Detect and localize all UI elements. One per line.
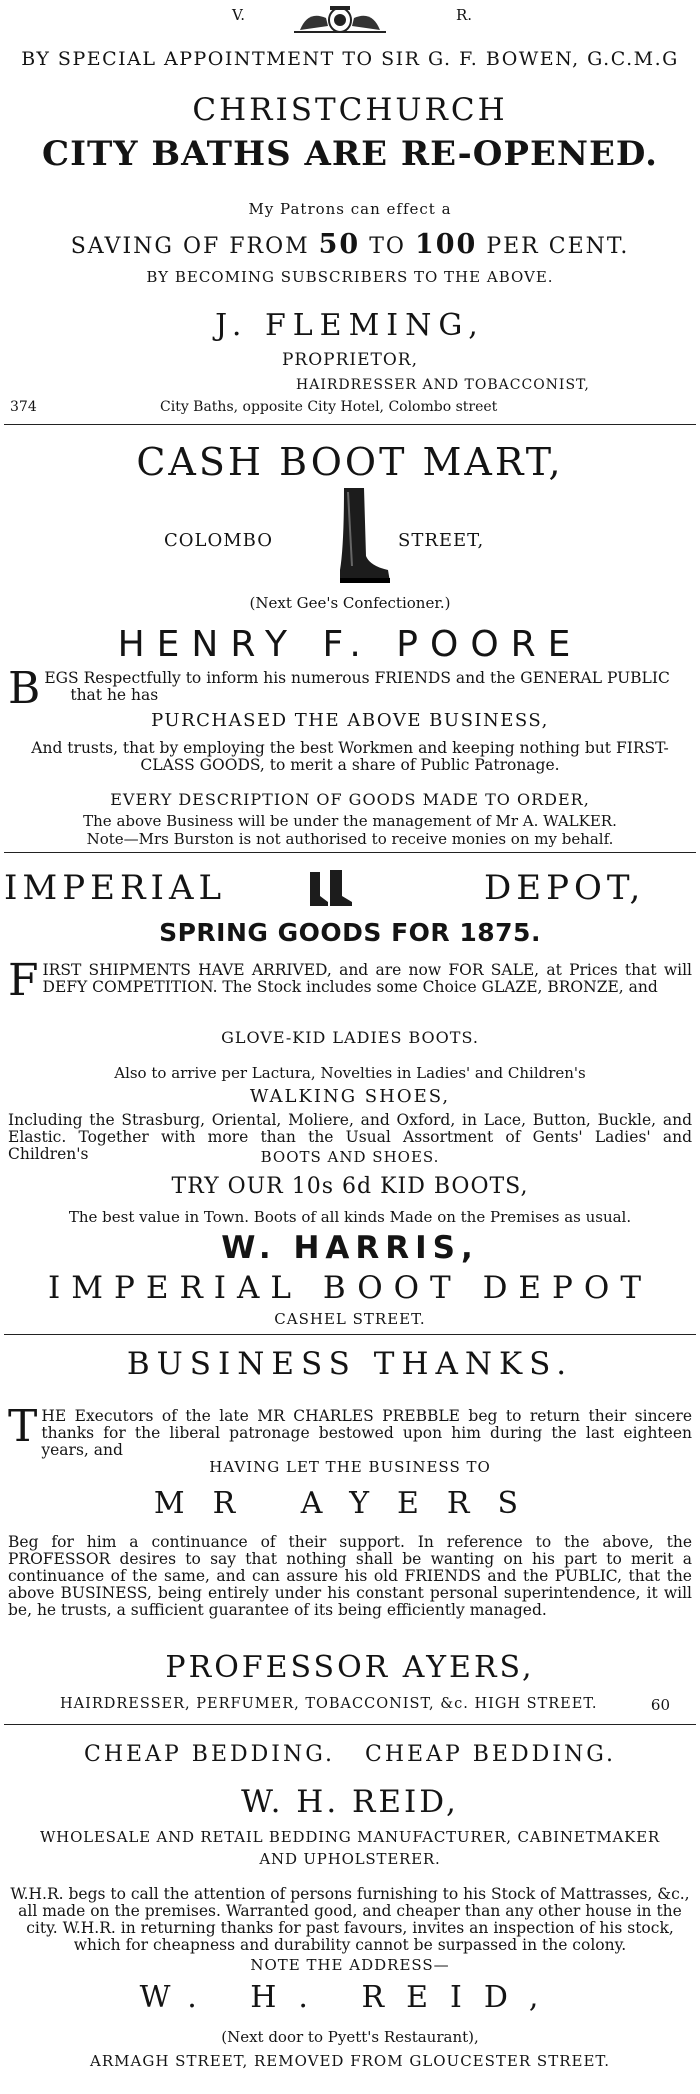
beg-paragraph: Beg for him a continuance of their support. In reference to the above, the PROFESSOR desires to say that nothing shall be wanting on his part to merit a continuance of the same, and can assure his old FRIENDS and the PUBLIC, that the above BUSINESS, being entirely under his constant personal superintendence, it will be, he trusts, a sufficient guarantee of its being efficiently managed. <box>8 1533 692 1619</box>
crest-right-letter: R. <box>456 6 473 24</box>
baths-reopened-headline: CITY BATHS ARE RE-OPENED. <box>42 134 658 174</box>
spring-goods-heading: SPRING GOODS FOR 1875. <box>159 918 541 947</box>
henry-poore-name: HENRY F. POORE <box>117 624 583 665</box>
boots-and-shoes-line: BOOTS AND SHOES. <box>260 1148 440 1166</box>
city-heading: CHRISTCHURCH <box>192 92 508 128</box>
saving-suffix: PER CENT. <box>486 234 630 259</box>
cheap-bedding-heading: CHEAP BEDDING. CHEAP BEDDING. <box>84 1742 616 1767</box>
first-shipments-paragraph <box>8 955 692 1006</box>
imperial-depot-advert <box>0 856 700 1336</box>
special-appointment: BY SPECIAL APPOINTMENT TO SIR G. F. BOWEN, G.C.M.G <box>21 48 679 70</box>
also-arrive-line: Also to arrive per Lactura, Novelties in Ladies' and Children's <box>114 1064 586 1082</box>
reid-trade-line-2: AND UPHOLSTERER. <box>259 1850 441 1868</box>
drop-cap-t: T <box>8 1401 38 1452</box>
glove-kid-line: GLOVE-KID LADIES BOOTS. <box>221 1028 479 1047</box>
business-thanks-title: BUSINESS THANKS. <box>126 1346 574 1382</box>
purchased-line: PURCHASED THE ABOVE BUSINESS, <box>151 710 549 731</box>
advert-ref-number: 60 <box>650 1696 670 1714</box>
professor-ayers-name: PROFESSOR AYERS, <box>165 1650 535 1685</box>
armagh-street-line: ARMAGH STREET, REMOVED FROM GLOUCESTER STREET. <box>90 2052 610 2070</box>
advert-ref-number: 374 <box>10 399 37 415</box>
note-line: Note—Mrs Burston is not authorised to receive monies on my behalf. <box>86 830 614 848</box>
business-thanks-advert <box>0 1336 700 1736</box>
fleming-address: City Baths, opposite City Hotel, Colombo street <box>160 399 498 415</box>
executors-text: HE Executors of the late MR CHARLES PREBBLE beg to return their sincere thanks for the liberal patronage bestowed upon him during the last eighteen years, and <box>41 1407 692 1459</box>
including-paragraph: Including the Strasburg, Oriental, Moliere, and Oxford, in Lace, Button, Buckle, and Elastic. Together with more than the Usual Assortment of Gents' Ladies' and Children's <box>8 1111 692 1163</box>
subscribers-line: BY BECOMING SUBSCRIBERS TO THE ABOVE. <box>146 268 554 286</box>
boot-mart-title: CASH BOOT MART, <box>136 440 564 484</box>
divider-rule <box>4 1724 696 1725</box>
boot-pair-icon <box>306 868 354 908</box>
saving-number-50: 50 <box>318 229 361 260</box>
depot-word: DEPOT, <box>484 868 646 908</box>
royal-coat-of-arms-icon <box>280 6 400 34</box>
every-description-line: EVERY DESCRIPTION OF GOODS MADE TO ORDER, <box>110 790 590 809</box>
begs-text: EGS Respectfully to inform his numerous FRIENDS and the GENERAL PUBLIC <box>44 669 670 687</box>
cashel-street: CASHEL STREET. <box>274 1310 426 1328</box>
imperial-word: IMPERIAL <box>4 868 227 908</box>
fleming-name: J. FLEMING, <box>215 308 485 343</box>
cash-boot-mart-advert <box>0 426 700 856</box>
next-door-line: (Next door to Pyett's Restaurant), <box>221 2028 479 2046</box>
reid-body-paragraph: W.H.R. begs to call the attention of persons furnishing to his Stock of Mattrasses, &c., all made on the premises. Warranted good, and cheaper than any other house in the city. W.H.R. in returning thanks for past favours, invites an inspection of his stock, which for cheapness and durability cannot be surpassed in the colony. <box>10 1885 690 1954</box>
saving-to: TO <box>369 234 406 259</box>
proprietor-label: PROPRIETOR, <box>281 350 419 370</box>
fleming-trade: HAIRDRESSER AND TOBACCONIST, <box>296 377 590 393</box>
drop-cap-b: B <box>8 663 41 714</box>
cheap-bedding-advert <box>0 1726 700 2094</box>
street-left: COLOMBO <box>164 530 273 551</box>
begs-paragraph <box>8 663 692 714</box>
walking-shoes-line: WALKING SHOES, <box>249 1086 451 1107</box>
divider-rule <box>4 1334 696 1335</box>
street-right: STREET, <box>398 530 485 551</box>
city-baths-advert <box>0 0 700 420</box>
management-line: The above Business will be under the management of Mr A. WALKER. <box>83 812 617 830</box>
note-address-line: NOTE THE ADDRESS— <box>250 1956 450 1974</box>
imperial-boot-depot: IMPERIAL BOOT DEPOT <box>47 1270 653 1306</box>
next-to-confectioner: (Next Gee's Confectioner.) <box>249 594 451 612</box>
having-let-line: HAVING LET THE BUSINESS TO <box>209 1458 491 1476</box>
saving-number-100: 100 <box>414 229 478 260</box>
reid-trade-line-1: WHOLESALE AND RETAIL BEDDING MANUFACTURER, CABINETMAKER <box>39 1828 661 1846</box>
w-harris-name: W. HARRIS, <box>221 1230 479 1266</box>
drop-cap-f: F <box>8 955 39 1006</box>
saving-prefix: SAVING OF FROM <box>70 234 310 259</box>
executors-paragraph <box>8 1401 692 1459</box>
saving-line <box>0 229 700 260</box>
w-h-reid-name: W. H. REID, <box>241 1784 459 1820</box>
best-value-line: The best value in Town. Boots of all kinds Made on the Premises as usual. <box>68 1208 632 1226</box>
try-kid-boots-line: TRY OUR 10s 6d KID BOOTS, <box>171 1174 529 1199</box>
crest-left-letter: V. <box>232 6 245 24</box>
divider-rule <box>4 852 696 853</box>
mr-ayers-name: MR AYERS <box>153 1486 547 1521</box>
first-shipments-text: IRST SHIPMENTS HAVE ARRIVED, and are now FOR SALE, at Prices that will DEFY COMPETITION. The Stock includes some Choice GLAZE, BRONZE, and <box>42 961 692 996</box>
begs-text-continued: that he has <box>70 686 159 704</box>
trusts-paragraph: And trusts, that by employing the best Workmen and keeping nothing but FIRST-CLASS GOODS, to merit a share of Public Patronage. <box>31 739 669 774</box>
ayers-trade: HAIRDRESSER, PERFUMER, TOBACCONIST, &c. HIGH STREET. <box>60 1696 598 1712</box>
w-h-reid-name-repeat: W. H. REID, <box>139 1980 561 2015</box>
boot-icon <box>334 486 392 586</box>
divider-rule <box>4 424 696 425</box>
patrons-line: My Patrons can effect a <box>248 200 452 218</box>
